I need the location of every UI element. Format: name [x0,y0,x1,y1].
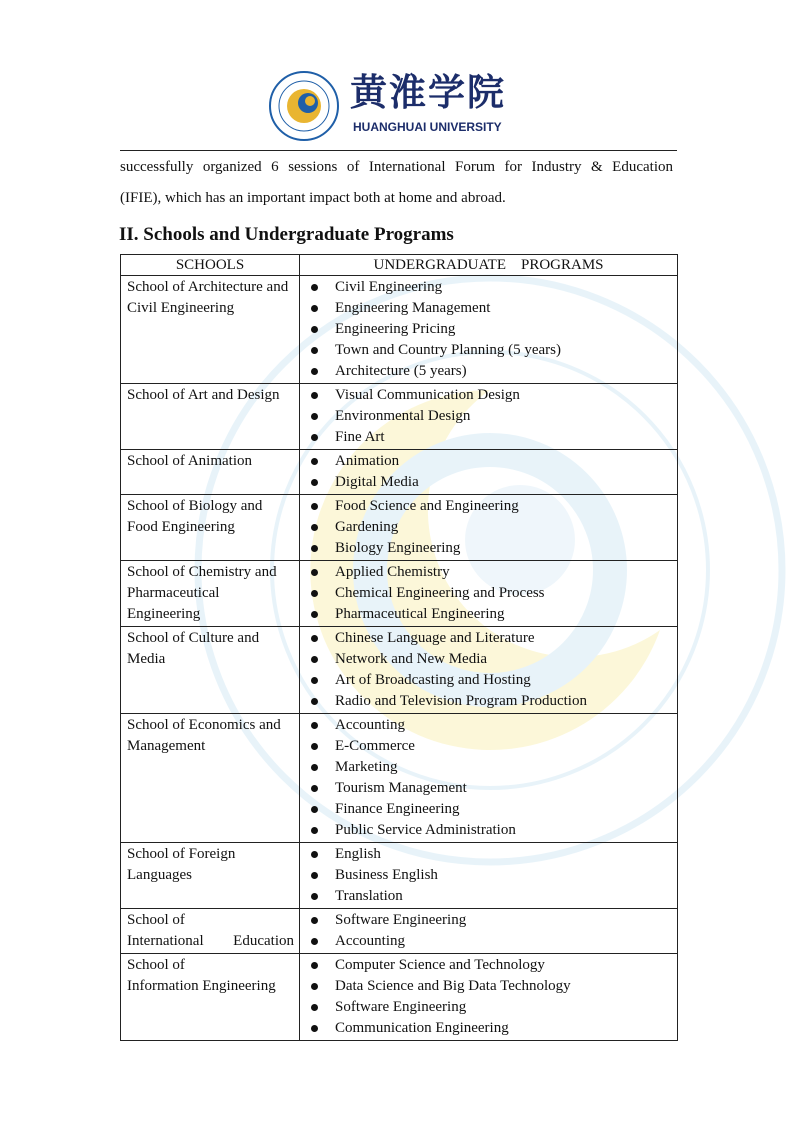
program-item: Software Engineering [300,997,677,1018]
section-title: II. Schools and Undergraduate Programs [119,224,454,245]
program-item: Engineering Management [300,298,677,319]
program-list [300,451,677,493]
program-item: Food Science and Engineering [300,496,677,517]
program-list [300,715,677,841]
program-item: Environmental Design [300,406,677,427]
programs-table [120,254,678,1041]
programs-cell [300,909,678,954]
program-item: Tourism Management [300,778,677,799]
logo-chinese-name: 黄淮学院 [350,70,506,114]
program-item: Business English [300,865,677,886]
program-item: Translation [300,886,677,907]
program-item: Visual Communication Design [300,385,677,406]
table-row [121,714,678,843]
program-list [300,955,677,1039]
programs-cell [300,627,678,714]
program-item: Finance Engineering [300,799,677,820]
program-item: Public Service Administration [300,820,677,841]
program-list [300,562,677,625]
table-row [121,909,678,954]
table-row [121,276,678,384]
programs-cell [300,384,678,450]
intro-paragraph [120,152,673,214]
header-divider [120,150,677,151]
school-cell: School of Chemistry and Pharmaceutical Engineering [121,561,300,627]
program-item: Gardening [300,517,677,538]
program-item: Pharmaceutical Engineering [300,604,677,625]
paragraph-line: (IFIE), which has an important impact both at home and abroad. [120,190,506,206]
column-header-programs: UNDERGRADUATE PROGRAMS [300,255,678,276]
page-header [0,58,793,148]
program-item: Animation [300,451,677,472]
school-name-line: School of [127,957,185,973]
program-list [300,496,677,559]
table-row [121,954,678,1041]
program-item: Town and Country Planning (5 years) [300,340,677,361]
program-item: Computer Science and Technology [300,955,677,976]
program-list [300,844,677,907]
programs-cell [300,714,678,843]
logo-english-name: HUANGHUAI UNIVERSITY [353,120,502,134]
program-item: Accounting [300,931,677,952]
program-list [300,910,677,952]
school-cell: School of Architecture and Civil Engineering [121,276,300,384]
programs-cell [300,495,678,561]
school-cell: School of Biology and Food Engineering [121,495,300,561]
university-seal-logo [268,70,340,142]
program-item: Architecture (5 years) [300,361,677,382]
school-cell: School of Art and Design [121,384,300,450]
program-item: Marketing [300,757,677,778]
school-name-line: School of [127,912,185,928]
programs-cell [300,561,678,627]
program-list [300,277,677,382]
programs-cell [300,450,678,495]
paragraph-line: successfully organized 6 sessions of International Forum for Industry & Education [120,159,673,175]
school-name-line: International Education [127,933,294,949]
program-item: Biology Engineering [300,538,677,559]
program-item: Applied Chemistry [300,562,677,583]
table-row [121,495,678,561]
program-list [300,628,677,712]
program-item: Chinese Language and Literature [300,628,677,649]
school-cell: School of Culture and Media [121,627,300,714]
program-item: Software Engineering [300,910,677,931]
school-cell [121,954,300,1041]
program-item: Engineering Pricing [300,319,677,340]
table-row [121,384,678,450]
program-item: Digital Media [300,472,677,493]
program-item: E-Commerce [300,736,677,757]
table-row [121,843,678,909]
program-item: Network and New Media [300,649,677,670]
program-item: Radio and Television Program Production [300,691,677,712]
programs-cell [300,843,678,909]
school-cell: School of Economics and Management [121,714,300,843]
school-name-line: Information Engineering [127,978,276,994]
table-header-row [121,255,678,276]
program-list [300,385,677,448]
program-item: English [300,844,677,865]
column-header-schools: SCHOOLS [121,255,300,276]
school-cell: School of Animation [121,450,300,495]
program-item: Accounting [300,715,677,736]
table-row [121,450,678,495]
programs-cell [300,954,678,1041]
programs-cell [300,276,678,384]
program-item: Art of Broadcasting and Hosting [300,670,677,691]
program-item: Fine Art [300,427,677,448]
program-item: Data Science and Big Data Technology [300,976,677,997]
program-item: Communication Engineering [300,1018,677,1039]
table-row [121,627,678,714]
program-item: Civil Engineering [300,277,677,298]
table-row [121,561,678,627]
school-cell [121,909,300,954]
school-cell: School of Foreign Languages [121,843,300,909]
program-item: Chemical Engineering and Process [300,583,677,604]
